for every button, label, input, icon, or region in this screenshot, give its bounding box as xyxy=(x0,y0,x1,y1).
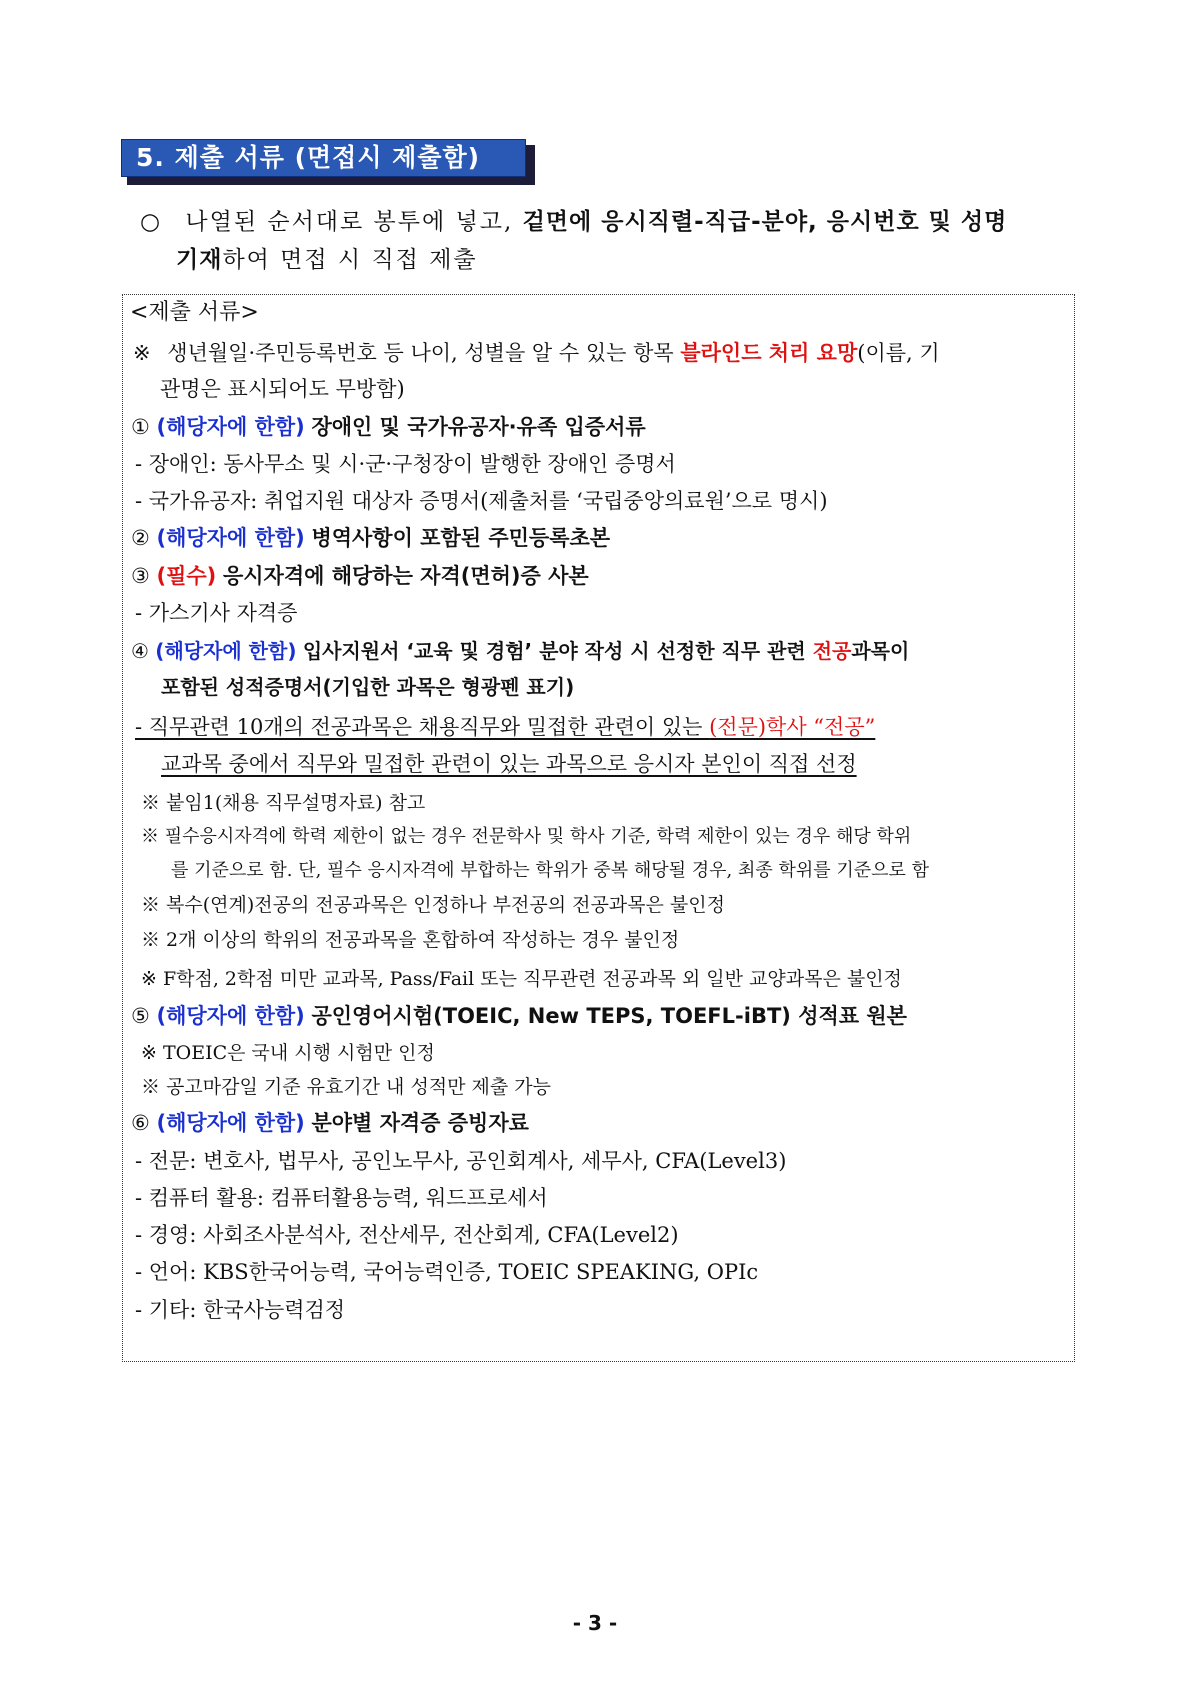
item-6-sub-1: - 전문: 변호사, 법무사, 공인노무사, 공인회계사, 세무사, CFA(Level3) xyxy=(135,1149,787,1173)
item-4-heading-line-2 xyxy=(161,673,574,701)
note-mark: ※ xyxy=(133,341,151,365)
item-1-sub-1: - 장애인: 동사무소 및 시·군·구청장이 발행한 장애인 증명서 xyxy=(135,452,676,476)
documents-box xyxy=(122,294,1075,1362)
item-4-tag: (해당자에 한함) xyxy=(155,639,297,663)
section-title: 5. 제출 서류 (면접시 제출함) xyxy=(121,139,526,177)
item-4-note-4: ※ 2개 이상의 학위의 전공과목을 혼합하여 작성하는 경우 불인정 xyxy=(141,929,680,951)
item-3-title: 응시자격에 해당하는 자격(면허)증 사본 xyxy=(222,564,589,588)
intro-bullet: ○ xyxy=(140,209,163,235)
item-3-tag: (필수) xyxy=(156,564,217,588)
blind-note-line-2: 관명은 표시되어도 무방함) xyxy=(160,377,405,401)
item-6-title: 분야별 자격증 증빙자료 xyxy=(311,1111,529,1135)
item-2-heading xyxy=(131,524,610,552)
item-6-sub-2: - 컴퓨터 활용: 컴퓨터활용능력, 워드프로세서 xyxy=(135,1186,548,1210)
item-4-sub-line-1 xyxy=(135,713,875,741)
note-text-1: 생년월일·주민등록번호 등 나이, 성별을 알 수 있는 항목 xyxy=(167,341,681,365)
item-6-sub-4: - 언어: KBS한국어능력, 국어능력인증, TOEIC SPEAKING, OPIc xyxy=(135,1260,759,1284)
intro-text-plain-2: 하여 면접 시 직접 제출 xyxy=(222,247,478,273)
item-5-tag: (해당자에 한함) xyxy=(156,1004,305,1028)
page-number: - 3 - xyxy=(572,1611,618,1635)
note-red-text: 블라인드 처리 요망 xyxy=(680,341,858,365)
item-4-note-2-cont: 를 기준으로 함. 단, 필수 응시자격에 부합하는 학위가 중복 해당될 경우, 최종 학위를 기준으로 함 xyxy=(171,860,930,881)
item-4-note-2: ※ 필수응시자격에 학력 제한이 없는 경우 전문학사 및 학사 기준, 학력 제한이 있는 경우 해당 학위 xyxy=(141,826,912,847)
item-6-num: ⑥ xyxy=(131,1111,150,1135)
note-text-2: (이름, 기 xyxy=(857,341,940,365)
box-heading: <제출 서류> xyxy=(130,300,259,325)
item-1-sub-2: - 국가유공자: 취업지원 대상자 증명서(제출처를 ‘국립중앙의료원’으로 명시) xyxy=(135,489,828,513)
item-4-sub-line-2: 교과목 중에서 직무와 밀접한 관련이 있는 과목으로 응시자 본인이 직접 선정 xyxy=(161,752,857,776)
item-3-sub-1: - 가스기사 자격증 xyxy=(135,601,298,625)
item-4-num: ④ xyxy=(131,639,149,663)
item-4-title-3: 포함된 성적증명서(기입한 과목은 형광펜 표기) xyxy=(161,675,575,699)
item-1-title: 장애인 및 국가유공자·유족 입증서류 xyxy=(311,415,646,439)
item-6-tag: (해당자에 한함) xyxy=(156,1111,305,1135)
item-4-title-2: 과목이 xyxy=(851,639,910,663)
intro-text-bold-2: 기재 xyxy=(176,247,223,273)
item-6-heading xyxy=(131,1109,529,1137)
intro-text-bold: 겉면에 응시직렬-직급-분야, 응시번호 및 성명 xyxy=(522,209,1008,235)
item-4-note-3: ※ 복수(연계)전공의 전공과목은 인정하나 부전공의 전공과목은 불인정 xyxy=(141,894,725,916)
item-5-title: 공인영어시험(TOEIC, New TEPS, TOEFL-iBT) 성적표 원본 xyxy=(311,1004,907,1028)
item-5-note-2: ※ 공고마감일 기준 유효기간 내 성적만 제출 가능 xyxy=(141,1076,552,1098)
item-4-title-red: 전공 xyxy=(812,639,852,663)
item-5-note-1: ※ TOEIC은 국내 시행 시험만 인정 xyxy=(141,1042,435,1064)
section-title-badge xyxy=(121,139,535,185)
intro-line-2 xyxy=(176,245,1116,275)
item-6-sub-3: - 경영: 사회조사분석사, 전산세무, 전산회계, CFA(Level2) xyxy=(135,1223,679,1247)
blind-note-line-1 xyxy=(133,339,940,367)
item-5-num: ⑤ xyxy=(131,1004,150,1028)
item-4-sub-red: (전문)학사 “전공” xyxy=(709,715,876,739)
item-4-heading-line-1 xyxy=(131,637,909,665)
intro-text-plain: 나열된 순서대로 봉투에 넣고, xyxy=(185,209,523,235)
item-2-tag: (해당자에 한함) xyxy=(156,526,305,550)
item-2-title: 병역사항이 포함된 주민등록초본 xyxy=(311,526,611,550)
item-6-sub-5: - 기타: 한국사능력검정 xyxy=(135,1298,346,1322)
item-2-num: ② xyxy=(131,526,150,550)
item-1-heading xyxy=(131,413,646,441)
item-3-num: ③ xyxy=(131,564,150,588)
item-5-heading xyxy=(131,1002,907,1030)
intro-line-1 xyxy=(140,207,1080,237)
item-1-tag: (해당자에 한함) xyxy=(156,415,305,439)
item-4-note-5: ※ F학점, 2학점 미만 교과목, Pass/Fail 또는 직무관련 전공과목 외 일반 교양과목은 불인정 xyxy=(141,968,902,990)
item-1-num: ① xyxy=(131,415,150,439)
item-4-sub-a: - 직무관련 10개의 전공과목은 채용직무와 밀접한 관련이 있는 xyxy=(135,715,710,739)
item-4-title-1: 입사지원서 ‘교육 및 경험’ 분야 작성 시 선정한 직무 관련 xyxy=(302,639,813,663)
item-4-note-1: ※ 붙임1(채용 직무설명자료) 참고 xyxy=(141,792,426,814)
item-3-heading xyxy=(131,562,589,590)
